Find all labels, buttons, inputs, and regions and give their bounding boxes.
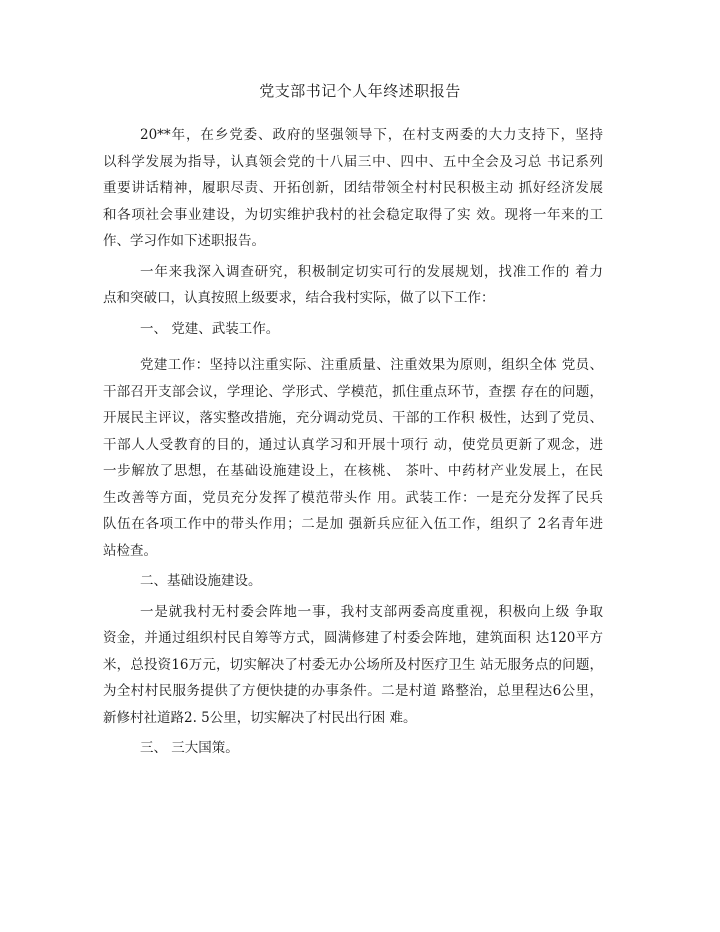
document-title: 党支部书记个人年终述职报告 <box>259 82 461 100</box>
text-line: 作、学习作如下述职报告。 <box>103 233 265 249</box>
text-line: 20**年，在乡党委、政府的坚强领导下，在村支两委的大力支持下，坚持 <box>140 127 603 143</box>
document-body <box>103 122 603 762</box>
text-line: 米，总投资16万元，切实解决了村委无办公场所及村医疗卫生 站无服务点的问题， <box>103 656 603 673</box>
text-line: 干部人人受教育的目的，通过认真学习和开展十项行 动，使党员更新了观念，进 <box>103 436 603 453</box>
text-line: 和各项社会事业建设，为切实维护我村的社会稳定取得了实 效。现将一年来的工 <box>103 206 603 223</box>
paragraph-infrastructure <box>103 599 603 732</box>
text-line: 为全村村民服务提供了方便快捷的办事条件。二是村道 路整治，总里程达6公里， <box>103 683 603 699</box>
paragraph-overview <box>103 259 603 312</box>
text-line: 站检查。 <box>103 542 157 559</box>
text-line: 以科学发展为指导，认真领会党的十八届三中、四中、五中全会及习总 书记系列 <box>103 153 603 170</box>
text-line: 点和突破口，认真按照上级要求，结合我村实际，做了以下工作： <box>103 290 495 306</box>
section-heading: 三、 三大国策。 <box>140 740 239 756</box>
paragraph-intro <box>103 122 603 255</box>
text-line: 新修村社道路2. 5公里，切实解决了村民出行困 难。 <box>103 709 417 726</box>
text-line: 队伍在各项工作中的带头作用；二是加 强新兵应征入伍工作，组织了 2名青年进 <box>103 516 603 532</box>
section-heading: 二、基础设施建设。 <box>140 573 262 589</box>
text-line: 党建工作：坚持以注重实际、注重质量、注重效果为原则，组织全体 党员、 <box>140 357 603 373</box>
text-line: 一步解放了思想，在基础设施建设上，在核桃、 茶叶、中药材产业发展上，在民 <box>103 463 603 479</box>
paragraph-party-building <box>103 352 603 564</box>
text-line: 生改善等方面，党员充分发挥了模范带头作 用。武装工作：一是充分发挥了民兵 <box>103 489 603 506</box>
text-line: 开展民主评议，落实整改措施，充分调动党员、干部的工作积 极性，达到了党员、 <box>103 410 603 426</box>
text-line: 一年来我深入调查研究，积极制定切实可行的发展规划，找准工作的 着力 <box>140 263 603 280</box>
text-line: 干部召开支部会议，学理论、学形式、学模范，抓住重点环节，查摆 存在的问题， <box>103 383 603 400</box>
text-line: 重要讲话精神，履职尽责、开拓创新，团结带领全村村民积极主动 抓好经济发展 <box>103 180 603 196</box>
text-line: 一是就我村无村委会阵地一事，我村支部两委高度重视，积极向上级 争取 <box>140 603 603 620</box>
text-line: 资金，并通过组织村民自筹等方式，圆满修建了村委会阵地，建筑面积 达120平方 <box>103 630 603 646</box>
section-heading: 一、 党建、武装工作。 <box>140 320 280 337</box>
